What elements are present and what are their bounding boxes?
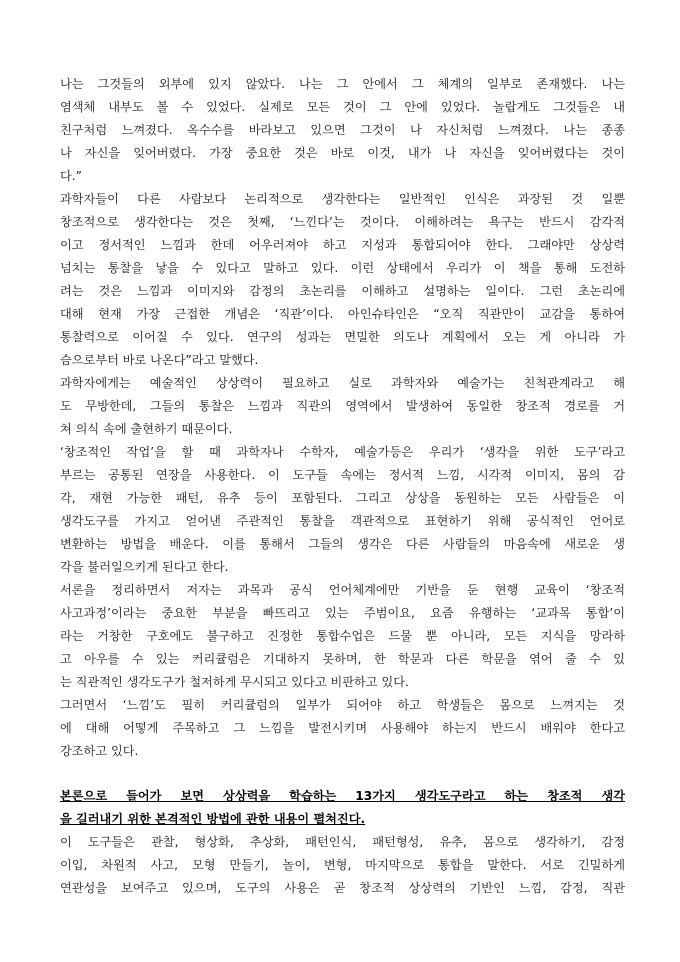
text-line: 고 아우를 수 있는 커리큘럼은 기대하지 못하며, 한 학문과 다른 학문을 엮어 줄 수 있 (60, 652, 625, 666)
underlined-main-section-intro (60, 785, 625, 831)
text-line: 는 직관적인 생각도구가 철저하게 무시되고 있다고 비판하고 있다. (60, 675, 409, 689)
text-line: 염색체 내부도 볼 수 있었다. 실제로 모든 것이 그 안에 있었다. 놀랍게도 그것들은 내 (60, 100, 625, 114)
text-line: 연관성을 보여주고 있으며, 도구의 사용은 곧 창조적 상상력의 기반인 느낌, 감정, 직관 (60, 881, 625, 895)
paragraph-education-critique (60, 579, 625, 694)
text-line: 각, 재현 가능한 패턴, 유추 등이 포함된다. 그리고 상상을 동원하는 모든 사람들은 이 (60, 491, 625, 505)
text-line: 강조하고 있다. (60, 744, 139, 758)
text-line: 각을 불러일으키게 된다고 한다. (60, 560, 229, 574)
paragraph-tool-list (60, 831, 625, 900)
text-line: 슴으로부터 바로 나온다”라고 말했다. (60, 353, 259, 367)
text-line: 을 길러내기 위한 본격적인 방법에 관한 내용이 펼쳐진다. (60, 812, 366, 826)
text-line: 이 도구들은 관찰, 형상화, 추상화, 패턴인식, 패턴형성, 유추, 몸으로 생각하기, 감정 (60, 835, 625, 849)
text-line: ‘창조적인 작업’을 할 때 과학자나 수학자, 예술가등은 우리가 ‘생각을 위한 도구’라고 (60, 445, 625, 459)
text-line: 려는 것은 느낌과 이미지와 감정의 초논리를 이해하고 설명하는 일이다. 그런 초논리에 (60, 284, 625, 298)
text-line: 과학자들이 다른 사람보다 논리적으로 생각한다는 일반적인 인식은 과장된 것 일뿐 (60, 192, 625, 206)
text-line: 도 무방한데, 그들의 통찰은 느낌과 직관의 영역에서 발생하여 동일한 창조적 경로를 거 (60, 399, 625, 413)
paragraph-feeling-curriculum (60, 694, 625, 763)
text-line: 다.” (60, 169, 82, 183)
text-line: 친구처럼 느껴졌다. 옥수수를 바라보고 있으면 그것이 나 자신처럼 느껴졌다. 나는 종종 (60, 123, 625, 137)
text-line: 이고 정서적인 느낌과 한데 어우러져야 하고 지성과 통합되어야 한다. 그래야만 상상력 (60, 238, 625, 252)
text-line: 생각도구를 가지고 얻어낸 주관적인 통찰을 객관적으로 표현하기 위해 공식적인 언어로 (60, 514, 625, 528)
paragraph-art-and-science (60, 372, 625, 441)
text-line: 서론을 정리하면서 저자는 과목과 공식 언어체계에만 기반을 둔 현행 교육이 ‘창조적 (60, 583, 625, 597)
text-line: 나는 그것들의 외부에 있지 않았다. 나는 그 안에서 그 체계의 일부로 존재했다. 나는 (60, 77, 625, 91)
text-line: 이입, 차원적 사고, 모형 만들기, 놀이, 변형, 마지막으로 통합을 말한다. 서로 긴밀하게 (60, 858, 625, 872)
text-line: 나 자신을 잊어버렸다. 가장 중요한 것은 바로 이것, 내가 나 자신을 잊어버렸다는 것이 (60, 146, 625, 160)
text-line: 창조적으로 생각한다는 것은 첫째, ‘느낀다’는 것이다. 이해하려는 욕구는 반드시 감각적 (60, 215, 625, 229)
text-line: 에 대해 어떻게 주목하고 그 느낌을 발전시키며 사용해야 하는지 반드시 배워야 한다고 (60, 721, 625, 735)
paragraph-scientists-feeling (60, 188, 625, 372)
text-line: 변환하는 방법을 배운다. 이를 통해서 그들의 생각은 다른 사람들의 마음속에 새로운 생 (60, 537, 625, 551)
text-line: 쳐 의식 속에 출현하기 때문이다. (60, 422, 233, 436)
text-line: 그러면서 ‘느낌’도 필히 커리큘럼의 일부가 되어야 하고 학생들은 몸으로 느껴지는 것 (60, 698, 625, 712)
text-line: 본론으로 들어가 보면 상상력을 학습하는 13가지 생각도구라고 하는 창조적 생각 (60, 789, 625, 803)
paragraph-quote-ending (60, 73, 625, 188)
text-line: 과학자에게는 예술적인 상상력이 필요하고 실로 과학자와 예술가는 친척관계라고 해 (60, 376, 625, 390)
text-line: 통찰력으로 이어질 수 있다. 연구의 성과는 면밀한 의도나 계획에서 오는 게 아니라 가 (60, 330, 625, 344)
text-line: 사고과정’이라는 중요한 부분을 빠뜨리고 있는 주범이요, 요즘 유행하는 ‘교과목 통합’이 (60, 606, 625, 620)
paragraph-thinking-tools (60, 441, 625, 579)
text-line: 라는 거창한 구호에도 불구하고 진정한 통합수업은 드물 뿐 아니라, 모든 지식을 망라하 (60, 629, 625, 643)
text-line: 넘치는 통찰을 낳을 수 있다고 말하고 있다. 이런 상태에서 우리가 이 책을 통해 도전하 (60, 261, 625, 275)
text-line: 부르는 공통된 연장을 사용한다. 이 도구들 속에는 정서적 느낌, 시각적 이미지, 몸의 감 (60, 468, 625, 482)
text-line: 대해 현재 가장 근접한 개념은 ‘직관’이다. 아인슈타인은 “오직 직관만이 교감을 통하여 (60, 307, 625, 321)
